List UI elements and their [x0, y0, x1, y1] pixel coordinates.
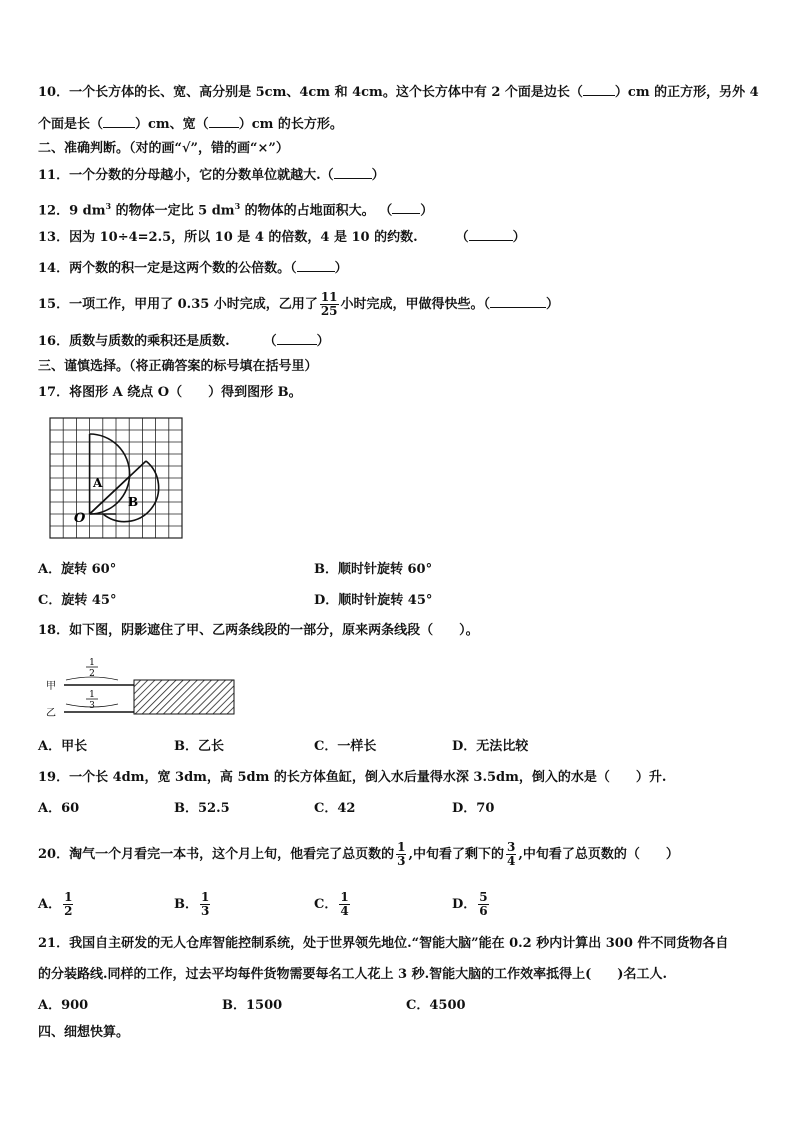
shaded-cover	[134, 680, 234, 714]
q16-text: 16．质数与质数的乘积还是质数.	[38, 334, 230, 349]
label-o: O	[74, 511, 86, 526]
q20-option-c[interactable]	[314, 890, 352, 920]
fraction-denominator: 3	[397, 854, 406, 868]
q20-text-b: ,中旬看了剩下的	[408, 847, 504, 862]
q12-text-c: 的物体的占地面积大。 （	[240, 203, 393, 219]
q17-option-b[interactable]: B．顺时针旋转 60°	[314, 562, 433, 577]
q20-fraction-1	[396, 841, 406, 868]
option-fraction	[478, 891, 488, 918]
q17-option-a[interactable]: A．旋转 60°	[38, 562, 117, 577]
label-b: B	[128, 495, 139, 509]
question-10-line-2	[38, 115, 343, 134]
fraction-numerator: 1	[201, 890, 210, 904]
q12-close: ）	[420, 203, 434, 219]
fraction-denominator: 25	[320, 304, 338, 318]
answer-blank[interactable]	[334, 166, 372, 179]
question-18-stem: 18．如下图，阴影遮住了甲、乙两条线段的一部分，原来两条线段（ ）。	[38, 623, 479, 638]
q18-option-a[interactable]: A．甲长	[38, 739, 88, 754]
q10-text-c: 个面是长（	[38, 117, 104, 132]
q20-option-d[interactable]	[452, 890, 491, 920]
q13-open: （	[455, 230, 469, 245]
q13-close: ）	[512, 230, 526, 245]
q10-text-b: ）cm 的正方形，另外 4	[614, 85, 759, 100]
q17-option-c[interactable]: C．旋转 45°	[38, 593, 117, 608]
fraction-numerator: 5	[479, 890, 488, 904]
q18-option-d[interactable]: D．无法比较	[452, 739, 529, 754]
q15-fraction	[320, 291, 339, 318]
option-fraction	[200, 891, 210, 918]
bottom-fraction-numerator: 1	[89, 690, 95, 700]
question-19-stem: 19．一个长 4dm，宽 3dm，高 5dm 的长方体鱼缸，倒入水后量得水深 3.5dm，倒入的水是（ ）升.	[38, 770, 667, 785]
q20-option-b[interactable]	[174, 890, 212, 920]
top-fraction-denominator: 2	[89, 669, 95, 679]
answer-blank[interactable]	[392, 201, 420, 214]
q13-text: 13．因为 10÷4=2.5，所以 10 是 4 的倍数，4 是 10 的约数.	[38, 230, 418, 245]
fraction-denominator: 2	[64, 904, 73, 918]
q14-text: 14．两个数的积一定是这两个数的公倍数。（	[38, 261, 297, 276]
fraction-numerator: 3	[506, 840, 516, 854]
q11-text: 11．一个分数的分母越小，它的分数单位就越大.（	[38, 168, 334, 183]
label-yi: 乙	[46, 708, 56, 719]
option-fraction	[63, 891, 73, 918]
question-10-line-1	[38, 83, 759, 102]
fraction-denominator: 3	[201, 904, 210, 918]
answer-blank[interactable]	[490, 295, 546, 308]
q20-option-a[interactable]	[38, 890, 75, 920]
q19-option-a[interactable]: A．60	[38, 801, 80, 816]
q10-text-d: ）cm、宽（	[135, 117, 209, 132]
option-label: B．	[174, 897, 198, 912]
q18-option-c[interactable]: C．一样长	[314, 739, 377, 754]
question-13	[38, 228, 526, 247]
q19-option-b[interactable]: B．52.5	[174, 801, 230, 816]
fraction-denominator: 4	[340, 904, 349, 918]
fraction-numerator: 1	[340, 890, 349, 904]
answer-blank[interactable]	[469, 228, 513, 241]
question-11	[38, 166, 385, 185]
q19-option-c[interactable]: C．42	[314, 801, 356, 816]
question-15	[38, 290, 559, 320]
q20-text-a: 20．淘气一个月看完一本书，这个月上旬，他看完了总页数的	[38, 847, 395, 862]
top-fraction-numerator: 1	[89, 658, 95, 668]
label-jia: 甲	[46, 681, 56, 692]
fraction-denominator: 4	[506, 854, 516, 868]
question-21-line-2: 的分装路线.同样的工作，过去平均每件货物需要每名工人花上 3 秒.智能大脑的工作效率抵得上( )名工人.	[38, 967, 667, 982]
q10-text-e: ）cm 的长方形。	[238, 117, 343, 132]
q14-close: ）	[334, 261, 348, 276]
q16-open: （	[263, 334, 277, 349]
q15-text-a: 15．一项工作，甲用了 0.35 小时完成，乙用了	[38, 297, 318, 312]
option-label: D．	[452, 897, 477, 912]
question-14	[38, 259, 348, 278]
bottom-fraction-denominator: 3	[89, 701, 95, 711]
question-20-stem	[38, 840, 679, 870]
section-3-heading: 三、谨慎选择。（将正确答案的标号填在括号里）	[38, 359, 318, 374]
answer-blank[interactable]	[209, 115, 239, 128]
q15-text-b: 小时完成，甲做得快些。（	[340, 297, 491, 312]
q17-option-d[interactable]: D．顺时针旋转 45°	[314, 593, 433, 608]
rotation-figure	[46, 414, 186, 546]
question-12	[38, 197, 433, 220]
segment-figure	[46, 654, 246, 720]
q12-sup-2: 3	[234, 201, 241, 211]
fraction-numerator: 11	[320, 290, 338, 304]
q16-close: ）	[316, 334, 330, 349]
q18-option-b[interactable]: B．乙长	[174, 739, 224, 754]
q15-close: ）	[546, 297, 560, 312]
q20-text-c: ,中旬看了总页数的（ ）	[518, 847, 679, 862]
q21-option-b[interactable]: B．1500	[222, 998, 283, 1013]
answer-blank[interactable]	[297, 259, 335, 272]
q21-option-c[interactable]: C．4500	[406, 998, 466, 1013]
question-21-line-1: 21．我国自主研发的无人仓库智能控制系统，处于世界领先地位.“智能大脑”能在 0.2 秒内计算出 300 件不同货物各自	[38, 936, 729, 951]
q12-text-a: 12．9 dm	[38, 203, 106, 219]
q21-option-a[interactable]: A．900	[38, 998, 89, 1013]
fraction-numerator: 1	[397, 840, 406, 854]
option-label: C．	[314, 897, 338, 912]
fraction-numerator: 1	[64, 890, 73, 904]
q11-close: ）	[371, 168, 385, 183]
section-4-heading: 四、细想快算。	[38, 1025, 130, 1040]
q12-sup-1: 3	[105, 201, 112, 211]
label-a: A	[93, 476, 103, 490]
q20-fraction-2	[506, 841, 516, 868]
question-16	[38, 332, 330, 351]
option-fraction	[339, 891, 349, 918]
answer-blank[interactable]	[583, 83, 615, 96]
section-2-heading: 二、准确判断。（对的画“√”，错的画“×”）	[38, 141, 289, 156]
q19-option-d[interactable]: D．70	[452, 801, 495, 816]
answer-blank[interactable]	[103, 115, 135, 128]
fraction-denominator: 6	[479, 904, 488, 918]
answer-blank[interactable]	[277, 332, 317, 345]
q10-text-a: 10．一个长方体的长、宽、高分别是 5cm、4cm 和 4cm。这个长方体中有 2 个面是边长（	[38, 85, 583, 100]
q12-text-b: 的物体一定比 5 dm	[111, 203, 235, 219]
option-label: A．	[38, 897, 62, 912]
question-17-stem: 17．将图形 A 绕点 O（ ）得到图形 B。	[38, 385, 302, 400]
